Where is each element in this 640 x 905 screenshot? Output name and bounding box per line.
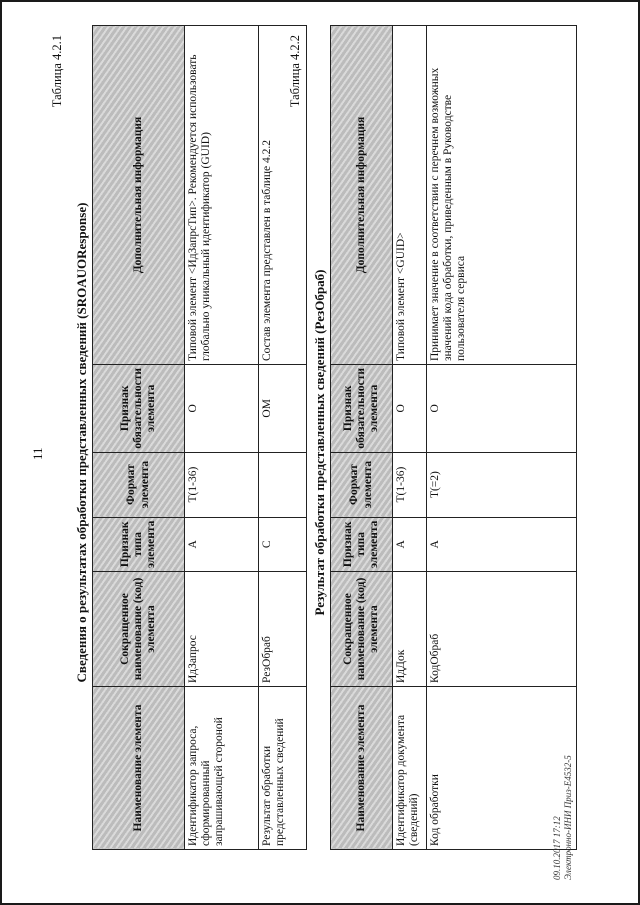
table1	[92, 25, 307, 850]
table-cell: Типовой элемент <GUID>	[393, 26, 427, 365]
document-stamp	[552, 680, 574, 880]
table2-header-cell: Наименование элемента	[331, 687, 393, 850]
table-cell: Идентификатор документа (сведений)	[393, 687, 427, 850]
table2-header-cell: Дополнительная информация	[331, 26, 393, 365]
table1-header-cell: Признак обязательности элемента	[93, 365, 185, 453]
stamp-line: 09.10.2017 17:12	[552, 816, 562, 880]
table-cell: Идентификатор запроса, сформированный запрашивающей стороной	[185, 687, 259, 850]
table-cell: Состав элемента представлен в таблице 4.2.2	[259, 26, 307, 365]
table-cell: А	[427, 517, 577, 571]
table-cell: С	[259, 517, 307, 571]
rotated-page-content	[30, 20, 590, 880]
stamp-line: Электронно-ИНИ Приз-Е4532-5	[562, 755, 573, 880]
table-cell: ОМ	[259, 365, 307, 453]
table2-title: Результат обработки представленных сведений (РезОбраб)	[312, 269, 327, 616]
table-row	[185, 26, 259, 850]
table1-header-cell: Дополнительная информация	[93, 26, 185, 365]
table-row	[393, 26, 427, 850]
table2-header-row	[331, 26, 393, 850]
table1-header-row	[93, 26, 185, 850]
table-cell: T(1-36)	[185, 452, 259, 517]
table-cell: ИдДок	[393, 572, 427, 687]
table2	[330, 25, 577, 850]
table1-title: Сведения о результатах обработки представленных сведений (SROAUOResponse)	[74, 202, 89, 683]
table2-header-cell: Признак обязательности элемента	[331, 365, 393, 453]
table-cell: РезОбраб	[259, 572, 307, 687]
table-cell: КодОбраб	[427, 572, 577, 687]
page-number: 11	[30, 447, 45, 460]
table-cell: Принимает значение в соответствии с перечнем возможных значений кода обработки, приведенным в Руководстве пользователя сервиса	[427, 26, 577, 365]
table-cell: А	[393, 517, 427, 571]
table-cell: Типовой элемент <ИдЗапрсТип>. Рекомендуется использовать глобально уникальный идентификатор (GUID)	[185, 26, 259, 365]
table1-header-cell: Наименование элемента	[93, 687, 185, 850]
table1-header-cell: Сокращенное наименование (код) элемента	[93, 572, 185, 687]
table-cell: Код обработки	[427, 687, 577, 850]
table2-header-cell: Сокращенное наименование (код) элемента	[331, 572, 393, 687]
table2-header-cell: Формат элемента	[331, 452, 393, 517]
table-cell: T(1-36)	[393, 452, 427, 517]
table2-number: Таблица 4.2.2	[288, 35, 302, 108]
table-cell	[259, 452, 307, 517]
table1-number: Таблица 4.2.1	[50, 35, 64, 108]
table1-header-cell: Формат элемента	[93, 452, 185, 517]
table-cell: О	[185, 365, 259, 453]
table-cell: А	[185, 517, 259, 571]
table-cell: Результат обработки представленных сведений	[259, 687, 307, 850]
table-cell: T(=2)	[427, 452, 577, 517]
table-cell: О	[427, 365, 577, 453]
table1-header-cell: Признак типа элемента	[93, 517, 185, 571]
table-cell: ИдЗапрос	[185, 572, 259, 687]
table-cell: О	[393, 365, 427, 453]
table2-header-cell: Признак типа элемента	[331, 517, 393, 571]
